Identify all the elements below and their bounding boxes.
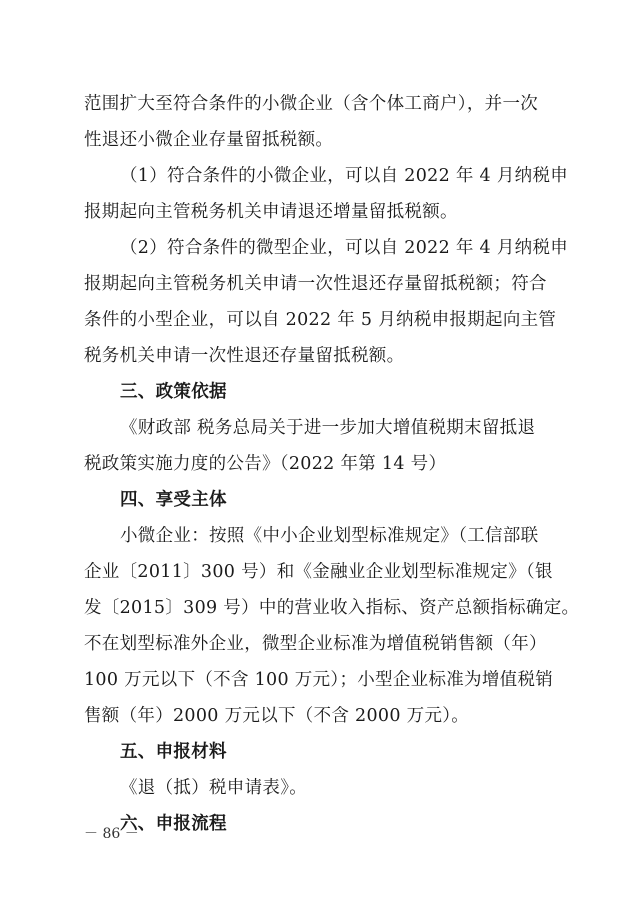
page-number: － 86 －	[84, 826, 139, 842]
text-line: 条件的小型企业，可以自 2022 年 5 月纳税申报期起向主管	[84, 310, 557, 330]
text-line: 不在划型标准外企业，微型企业标准为增值税销售额（年）	[84, 634, 547, 654]
section-heading: 四、享受主体	[120, 490, 227, 510]
text-line: 报期起向主管税务机关申请一次性退还存量留抵税额；符合	[84, 274, 547, 294]
text-line: 小微企业：按照《中小企业划型标准规定》（工信部联	[120, 526, 539, 546]
text-line: 范围扩大至符合条件的小微企业（含个体工商户），并一次	[84, 94, 539, 114]
text-line: （2）符合条件的微型企业，可以自 2022 年 4 月纳税申	[120, 238, 569, 258]
text-line: 税政策实施力度的公告》（2022 年第 14 号）	[84, 454, 447, 474]
text-line: 企业〔2011〕300 号）和《金融业企业划型标准规定》（银	[84, 562, 553, 582]
text-line: （1）符合条件的小微企业，可以自 2022 年 4 月纳税申	[120, 166, 569, 186]
text-line: 100 万元以下（不含 100 万元）；小型企业标准为增值税销	[84, 670, 554, 690]
section-heading: 三、政策依据	[120, 382, 227, 402]
text-line: 发〔2015〕309 号）中的营业收入指标、资产总额指标确定。	[84, 598, 580, 618]
text-line: 《财政部 税务总局关于进一步加大增值税期末留抵退	[120, 418, 536, 438]
section-heading: 五、申报材料	[120, 742, 227, 762]
body-text	[84, 86, 580, 842]
section-heading: 六、申报流程	[120, 814, 227, 834]
text-line: 《退（抵）税申请表》。	[120, 778, 308, 798]
text-line: 报期起向主管税务机关申请退还增量留抵税额。	[84, 202, 458, 222]
text-line: 性退还小微企业存量留抵税额。	[84, 130, 334, 150]
text-line: 税务机关申请一次性退还存量留抵税额。	[84, 346, 405, 366]
text-line: 售额（年）2000 万元以下（不含 2000 万元）。	[84, 706, 470, 726]
